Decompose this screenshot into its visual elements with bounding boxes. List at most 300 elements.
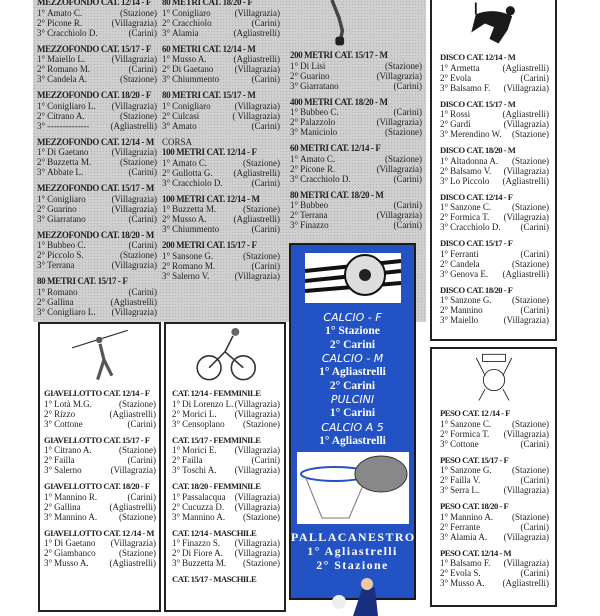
result-place: 2° bbox=[290, 163, 299, 174]
result-team: (Agliastrelli) bbox=[109, 408, 156, 419]
result-row bbox=[162, 8, 280, 18]
result-name: Ferrante bbox=[450, 521, 481, 532]
result-name: Candela bbox=[450, 258, 480, 269]
result-team: (Agliastrelli) bbox=[110, 120, 157, 131]
result-row bbox=[44, 492, 156, 502]
result-row bbox=[290, 61, 422, 71]
result-place: 2° bbox=[37, 64, 46, 74]
result-team: (Agliastrelli) bbox=[110, 296, 157, 307]
result-team: (Villagrazia) bbox=[234, 548, 280, 558]
result-section-200-metri-cat-15-17-m bbox=[290, 50, 422, 91]
result-row bbox=[440, 295, 549, 305]
result-row bbox=[440, 249, 549, 259]
result-place: 3° bbox=[440, 222, 449, 232]
result-place: 2° bbox=[37, 110, 46, 121]
result-place: 3° bbox=[172, 558, 181, 568]
result-name: Conigliaro bbox=[172, 100, 211, 111]
result-place: 2° bbox=[37, 17, 46, 28]
result-team: (Carini) bbox=[393, 173, 422, 184]
section-title: 400 METRI CAT. 18/20 - M bbox=[290, 96, 388, 107]
result-row bbox=[290, 220, 422, 230]
result-name: Failla V. bbox=[450, 475, 481, 485]
result-row bbox=[37, 54, 157, 64]
result-name: Romano M. bbox=[47, 64, 91, 74]
result-row bbox=[37, 8, 157, 18]
result-team: (Stazione) bbox=[243, 418, 280, 429]
result-name: Altadonna A. bbox=[450, 155, 499, 166]
result-place: 2° bbox=[44, 501, 53, 512]
result-row bbox=[440, 465, 549, 475]
result-place: 2° bbox=[162, 167, 171, 178]
section-label: CORSA bbox=[162, 136, 193, 147]
result-name: Cottone bbox=[54, 418, 83, 429]
result-name: Cucuzza D. bbox=[182, 501, 225, 512]
result-name: Di Gaetano bbox=[54, 538, 96, 548]
result-row bbox=[162, 158, 280, 168]
result-place: 2° bbox=[440, 521, 449, 532]
result-name: Sanzone C. bbox=[450, 418, 492, 429]
result-place: 1° bbox=[37, 100, 46, 111]
team-result-line: 1° Agliastrelli bbox=[319, 366, 386, 378]
result-name: Musso A. bbox=[54, 558, 89, 568]
result-place: 3° bbox=[290, 80, 299, 91]
result-place: 3° bbox=[44, 418, 53, 429]
result-place: 2° bbox=[37, 157, 46, 167]
result-place: 3° bbox=[440, 578, 449, 588]
result-team: (Carini) bbox=[393, 107, 422, 117]
result-section-giavellotto-cat-15-17-f bbox=[44, 435, 156, 476]
result-name: Formica T. bbox=[450, 212, 490, 222]
result-team: (Stazione) bbox=[512, 418, 549, 429]
result-section-400-metri-cat-18-20-m bbox=[290, 97, 422, 138]
result-team: (Carini) bbox=[128, 64, 157, 74]
result-team: (Stazione) bbox=[120, 110, 157, 121]
result-team: (Stazione) bbox=[385, 153, 422, 164]
result-name: Culcasi bbox=[172, 110, 200, 121]
result-section-80-metri-cat-15-17-m bbox=[162, 90, 280, 131]
result-team: (Stazione) bbox=[243, 250, 280, 261]
result-name: Gullotta G. bbox=[172, 167, 213, 178]
result-row bbox=[440, 419, 549, 429]
section-title: 60 METRI CAT. 12/14 - M bbox=[162, 43, 256, 54]
result-place: 2° bbox=[440, 305, 449, 315]
result-place: 3° bbox=[37, 120, 46, 131]
result-row bbox=[172, 409, 280, 419]
section-title: 80 METRI CAT. 18/20 - F bbox=[162, 0, 253, 7]
result-row bbox=[162, 214, 280, 224]
team-result-line: 2° Carini bbox=[329, 379, 376, 392]
result-row bbox=[44, 548, 156, 558]
cyclist-icon bbox=[185, 324, 265, 386]
result-name: Di Lorenzo L. bbox=[182, 398, 234, 409]
result-place: 2° bbox=[290, 117, 299, 127]
result-team: (Carini) bbox=[251, 455, 280, 465]
result-section-disco-cat-18-20-m bbox=[440, 145, 549, 186]
result-row bbox=[440, 109, 549, 119]
result-name: Mannino R. bbox=[54, 491, 98, 502]
result-place: 3° bbox=[162, 120, 171, 131]
result-name: Guarino bbox=[300, 70, 330, 81]
result-team: (Carini) bbox=[520, 568, 549, 578]
result-place: 3° bbox=[44, 558, 53, 568]
result-team: (Agliastrelli) bbox=[233, 27, 280, 38]
result-team: (Villagrazia) bbox=[234, 398, 280, 409]
result-row bbox=[290, 154, 422, 164]
result-row bbox=[290, 81, 422, 91]
result-name: Abbate L. bbox=[47, 167, 84, 177]
result-row bbox=[37, 214, 157, 224]
result-name: Alamia bbox=[172, 27, 199, 38]
result-row bbox=[290, 200, 422, 210]
result-row bbox=[440, 485, 549, 495]
result-team: (Carini) bbox=[127, 455, 156, 465]
result-row bbox=[37, 240, 157, 250]
result-row bbox=[37, 101, 157, 111]
result-row bbox=[172, 558, 280, 568]
result-row bbox=[44, 445, 156, 455]
result-place: 2° bbox=[162, 64, 171, 74]
result-team: (Stazione) bbox=[512, 258, 549, 269]
result-row bbox=[37, 74, 157, 84]
result-name: -------------- bbox=[47, 120, 90, 131]
result-team: (Agliastrelli) bbox=[109, 558, 156, 568]
result-row bbox=[440, 259, 549, 269]
result-row bbox=[37, 64, 157, 74]
result-section-peso-cat-12-14-m bbox=[440, 548, 549, 589]
result-place: 1° bbox=[162, 157, 171, 168]
result-name: Morici L. bbox=[182, 408, 217, 419]
section-title: GIAVELLOTTO CAT. 12/14 - F bbox=[44, 388, 150, 398]
result-row bbox=[37, 157, 157, 167]
result-row bbox=[44, 512, 156, 522]
result-name: Serra L. bbox=[450, 485, 480, 495]
result-row bbox=[440, 315, 549, 325]
result-team: (Villagrazia) bbox=[234, 538, 280, 548]
result-name: Conigliaro bbox=[47, 193, 86, 204]
result-name: Cracchiolo D. bbox=[47, 27, 98, 38]
result-name: Censoplano bbox=[182, 418, 225, 429]
result-name: Piccolo S. bbox=[47, 250, 84, 260]
result-section-80-metri-cat-15-17-f bbox=[37, 276, 157, 317]
result-name: Evola S. bbox=[450, 568, 481, 578]
result-section-mezzofondo-cat-12-14-m bbox=[37, 137, 157, 178]
result-name: Passalacqua bbox=[182, 491, 226, 502]
result-name: Romano M. bbox=[172, 260, 216, 271]
team-result-line: 2° Stazione bbox=[316, 558, 389, 572]
giavellotto-results bbox=[40, 386, 159, 568]
section-title: GIAVELLOTTO CAT. 18/20 - F bbox=[44, 481, 150, 491]
team-result-line: 1° Agliastrelli bbox=[307, 544, 398, 558]
result-place: 1° bbox=[440, 418, 449, 429]
result-place: 2° bbox=[37, 203, 46, 214]
result-team: (Villagrazia) bbox=[503, 428, 549, 439]
result-name: Musso A. bbox=[450, 578, 485, 588]
result-place: 2° bbox=[440, 72, 449, 83]
result-place: 1° bbox=[172, 491, 181, 502]
result-name: Conigliaro L. bbox=[47, 306, 96, 317]
result-row bbox=[44, 455, 156, 465]
result-name: Citrano A. bbox=[54, 445, 92, 455]
result-row bbox=[440, 202, 549, 212]
result-section-mezzofondo-cat-18-20-m bbox=[37, 230, 157, 271]
result-row bbox=[440, 568, 549, 578]
result-row bbox=[44, 538, 156, 548]
result-name: Sanzone C. bbox=[450, 202, 492, 212]
result-name: Lo Piccolo bbox=[450, 175, 490, 186]
team-result-line: 2° Carini bbox=[329, 338, 376, 351]
result-team: (Carini) bbox=[520, 248, 549, 259]
result-name: Bubbeo bbox=[300, 200, 329, 210]
result-row bbox=[44, 399, 156, 409]
result-team: (Carini) bbox=[128, 167, 157, 177]
result-team: (Stazione) bbox=[512, 202, 549, 212]
result-name: Di Lisi bbox=[300, 60, 326, 71]
result-row bbox=[37, 121, 157, 131]
ciclismo-box bbox=[164, 322, 286, 612]
result-row bbox=[172, 399, 280, 409]
result-name: Di Gaetano bbox=[172, 64, 214, 74]
result-row bbox=[44, 465, 156, 475]
result-row bbox=[290, 164, 422, 174]
result-row bbox=[440, 166, 549, 176]
result-row bbox=[37, 147, 157, 157]
column-mezzofondo bbox=[37, 0, 157, 323]
result-row bbox=[440, 222, 549, 232]
team-result-line: PULCINI bbox=[330, 393, 375, 406]
result-team: (Stazione) bbox=[243, 204, 280, 214]
runner-illustration-icon bbox=[320, 0, 370, 48]
result-row bbox=[290, 127, 422, 137]
result-name: Cracchiolo D. bbox=[450, 222, 501, 232]
result-row bbox=[44, 409, 156, 419]
section-title: CAT. 12/14 - FEMMINILE bbox=[172, 388, 261, 398]
result-team: (Agliastrelli) bbox=[502, 62, 549, 73]
result-place: 2° bbox=[440, 165, 449, 176]
result-row bbox=[440, 429, 549, 439]
result-row bbox=[162, 204, 280, 214]
result-name: Picone R. bbox=[300, 163, 336, 174]
result-row bbox=[37, 167, 157, 177]
result-name: Musso A. bbox=[172, 54, 207, 64]
result-team: (Carini) bbox=[128, 286, 157, 297]
section-title: DISCO CAT. 18/20 - F bbox=[440, 284, 513, 295]
result-place: 2° bbox=[162, 214, 171, 224]
result-place: 3° bbox=[440, 129, 449, 139]
result-place: 1° bbox=[172, 538, 181, 548]
result-row bbox=[440, 129, 549, 139]
result-name: Salerno V. bbox=[172, 270, 210, 281]
result-place: 3° bbox=[290, 220, 299, 230]
result-section-giavellotto-cat-12-14-m bbox=[44, 528, 156, 569]
result-place: 2° bbox=[172, 548, 181, 558]
result-section-disco-cat-18-20-f bbox=[440, 285, 549, 326]
result-name: Mannino A. bbox=[450, 511, 494, 522]
result-team: (Villagrazia) bbox=[234, 408, 280, 419]
result-place: 1° bbox=[440, 511, 449, 522]
result-row bbox=[44, 558, 156, 568]
result-team: (Villagrazia) bbox=[503, 119, 549, 129]
column-metri bbox=[162, 0, 280, 287]
result-name: Palazzolo bbox=[300, 117, 336, 127]
result-name: Buzzetta M. bbox=[172, 204, 217, 214]
result-team: (Agliastrelli) bbox=[109, 501, 156, 512]
result-place: 1° bbox=[37, 147, 46, 157]
result-section-mezzofondo-cat-12-14-f bbox=[37, 0, 157, 38]
result-team: (Villagrazia) bbox=[503, 315, 549, 325]
result-row bbox=[290, 174, 422, 184]
result-team: (Carini) bbox=[520, 475, 549, 485]
result-place: 3° bbox=[37, 74, 46, 84]
result-place: 2° bbox=[37, 250, 46, 260]
result-row bbox=[440, 63, 549, 73]
result-name: Balsamo F. bbox=[450, 558, 491, 568]
result-place: 3° bbox=[440, 175, 449, 186]
result-row bbox=[37, 287, 157, 297]
result-team: (Stazione) bbox=[119, 548, 156, 558]
result-name: Morici E. bbox=[182, 445, 217, 455]
result-name: Salerno bbox=[54, 465, 82, 475]
result-section-100-metri-cat-12-14-f bbox=[162, 137, 280, 188]
section-title: 200 METRI CAT. 15/17 - M bbox=[290, 50, 388, 60]
result-name: Terrana bbox=[47, 260, 75, 270]
section-title: CAT. 15/17 - FEMMINILE bbox=[172, 434, 261, 445]
section-title: GIAVELLOTTO CAT. 15/17 - F bbox=[44, 434, 150, 445]
result-row bbox=[440, 176, 549, 186]
result-team: (Carini) bbox=[128, 240, 157, 250]
result-place: 1° bbox=[37, 54, 46, 64]
result-place: 3° bbox=[162, 74, 171, 84]
result-name: Amato C. bbox=[172, 157, 208, 168]
result-team: (Carini) bbox=[520, 305, 549, 315]
result-place: 3° bbox=[440, 485, 449, 495]
result-team: (Agliastrelli) bbox=[502, 268, 549, 279]
result-team: (Villagrazia) bbox=[111, 260, 157, 270]
team-result-line: 1° Carini bbox=[329, 407, 376, 419]
result-team: (Carini) bbox=[520, 222, 549, 232]
result-team: (Stazione) bbox=[385, 127, 422, 137]
result-team: (Stazione) bbox=[243, 157, 280, 168]
result-row bbox=[37, 307, 157, 317]
result-place: 2° bbox=[162, 260, 171, 271]
result-row bbox=[172, 502, 280, 512]
section-title: 80 METRI CAT. 15/17 - M bbox=[162, 90, 256, 100]
team-result-line: CALCIO - F bbox=[323, 311, 382, 324]
result-row bbox=[162, 178, 280, 188]
result-place: 1° bbox=[44, 445, 53, 455]
result-team: (Stazione) bbox=[119, 398, 156, 409]
discus-thrower-icon bbox=[454, 0, 534, 48]
result-name: Amato C. bbox=[300, 153, 336, 164]
result-name: Maiello bbox=[450, 315, 479, 325]
result-team: (Villagrazia) bbox=[234, 445, 280, 455]
result-row bbox=[162, 28, 280, 38]
result-name: Picone R. bbox=[47, 17, 83, 28]
result-team: (Carini) bbox=[520, 521, 549, 532]
result-name: Finazzo bbox=[300, 220, 329, 230]
result-row bbox=[37, 194, 157, 204]
result-place: 3° bbox=[440, 438, 449, 449]
result-place: 2° bbox=[440, 568, 449, 578]
result-team: (Carini) bbox=[251, 177, 280, 188]
result-team: (Villagrazia) bbox=[376, 70, 422, 81]
result-name: Rizzo bbox=[54, 408, 76, 419]
result-row bbox=[440, 475, 549, 485]
result-team: (Carini) bbox=[520, 438, 549, 449]
result-name: Rossi bbox=[450, 109, 471, 119]
result-team: (Villagrazia) bbox=[111, 193, 157, 204]
result-name: Finazzo S. bbox=[182, 538, 221, 548]
result-section-80-metri-cat-18-20-m bbox=[290, 190, 422, 231]
result-team: (Villagrazia) bbox=[111, 306, 157, 317]
section-title: 80 METRI CAT. 18/20 - M bbox=[290, 189, 384, 200]
result-place: 1° bbox=[162, 7, 171, 18]
result-place: 2° bbox=[162, 110, 171, 121]
result-team: (Villagrazia) bbox=[503, 558, 549, 568]
result-name: Sanzone G. bbox=[450, 295, 492, 305]
result-place: 1° bbox=[44, 491, 53, 502]
section-title: MEZZOFONDO CAT. 12/14 - F bbox=[37, 0, 151, 7]
team-result-line: 1° Stazione bbox=[325, 325, 380, 337]
result-name: Balsamo F. bbox=[450, 82, 491, 93]
result-section-mezzofondo-cat-15-17-m bbox=[37, 183, 157, 224]
basketball-hoop-icon bbox=[297, 452, 409, 524]
section-title: GIAVELLOTTO CAT. 12 /14 - M bbox=[44, 527, 155, 538]
result-team: (Villagrazia) bbox=[111, 100, 157, 111]
shot-put-frog-icon bbox=[462, 349, 526, 404]
volleyball-player-icon bbox=[323, 576, 383, 616]
result-row bbox=[440, 212, 549, 222]
section-title: DISCO CAT. 15/17 - F bbox=[440, 238, 513, 248]
result-place: 2° bbox=[172, 408, 181, 419]
result-team: (Stazione) bbox=[120, 7, 157, 18]
result-place: 1° bbox=[440, 62, 449, 73]
result-name: Evola bbox=[450, 72, 472, 83]
result-name: Romano bbox=[47, 286, 78, 297]
result-name: Ferranti bbox=[450, 248, 479, 259]
result-place: 3° bbox=[290, 173, 299, 184]
result-row bbox=[440, 512, 549, 522]
result-place: 1° bbox=[290, 153, 299, 164]
peso-box bbox=[430, 347, 557, 607]
result-team: (Villagrazia) bbox=[111, 17, 157, 28]
result-name: Lotà M.G. bbox=[54, 398, 92, 409]
result-row bbox=[440, 269, 549, 279]
result-row bbox=[172, 419, 280, 429]
result-row bbox=[172, 465, 280, 475]
result-team: (Villagrazia) bbox=[376, 210, 422, 220]
result-section-100-metri-cat-12-14-m bbox=[162, 194, 280, 235]
result-row bbox=[162, 261, 280, 271]
result-place: 2° bbox=[44, 548, 53, 558]
result-place: 1° bbox=[162, 250, 171, 261]
result-section-mezzofondo-cat-18-20-f bbox=[37, 90, 157, 131]
result-row bbox=[440, 532, 549, 542]
result-place: 3° bbox=[37, 27, 46, 38]
result-section-giavellotto-cat-18-20-f bbox=[44, 481, 156, 522]
result-row bbox=[440, 83, 549, 93]
section-title: PESO CAT. 12/14 - M bbox=[440, 547, 512, 558]
section-title: MEZZOFONDO CAT. 15/17 - F bbox=[37, 43, 151, 54]
result-row bbox=[162, 54, 280, 64]
result-team: (Carini) bbox=[251, 224, 280, 234]
result-section-giavellotto-cat-12-14-f bbox=[44, 388, 156, 429]
result-section-60-metri-cat-12-14-f bbox=[290, 143, 422, 184]
result-team: (Stazione) bbox=[512, 511, 549, 522]
result-place: 3° bbox=[172, 465, 181, 475]
result-place: 2° bbox=[162, 17, 171, 28]
result-place: 2° bbox=[440, 475, 449, 485]
result-team: (Villagrazia) bbox=[503, 212, 549, 222]
